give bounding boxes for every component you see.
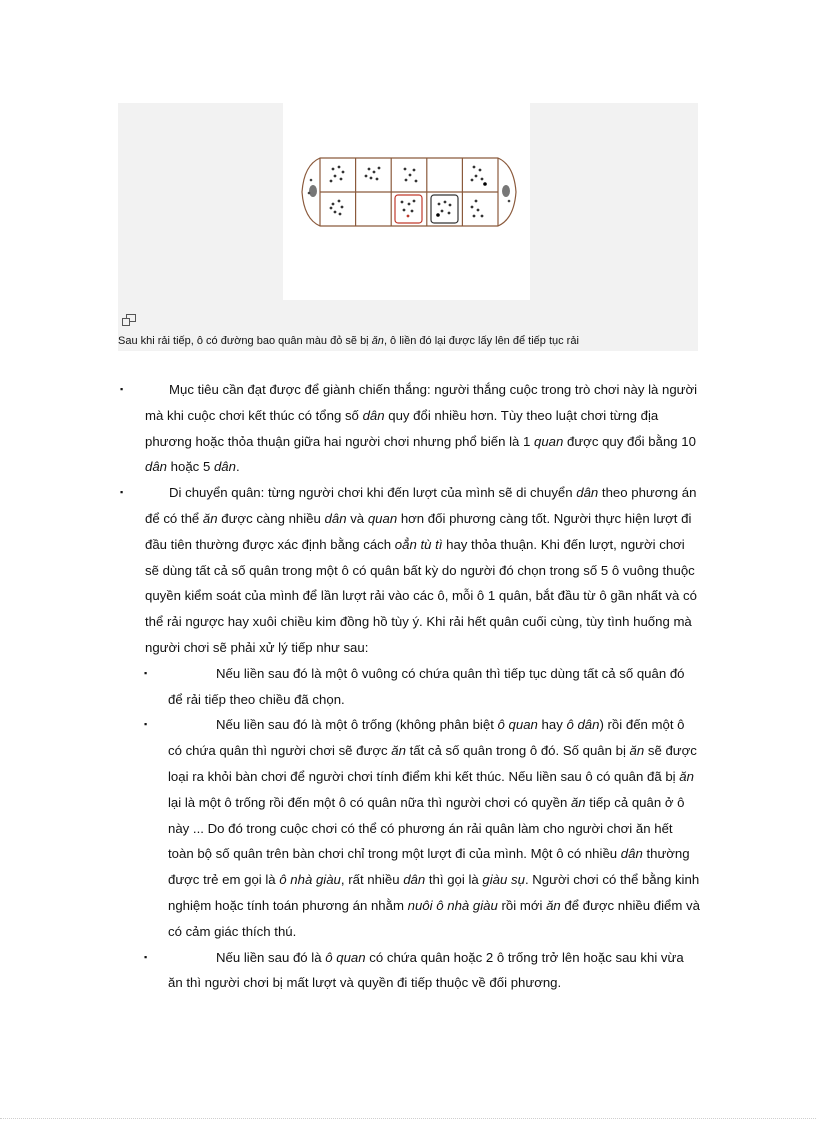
text-run: Mục tiêu cần đạt được để giành chiến thắng: người thắng cuộc trong trò chơi này là người mà khi cuộc chơi kết thúc có tổng số — [145, 382, 698, 423]
caption-text-1: Sau khi rải tiếp, ô có đường bao quân màu đỏ sẽ bị — [118, 335, 372, 347]
text-run: . — [235, 459, 240, 475]
bullet-text — [145, 480, 700, 661]
italic-term: quan — [367, 510, 398, 526]
text-run: sẽ được loại ra khỏi bàn chơi để người chơi tính điểm khi kết thúc. Nếu liền sau ô có quân đã bị — [168, 743, 697, 784]
text-run: quy đổi nhiều hơn. Tùy theo luật chơi từng địa phương hoặc thỏa thuận giữa hai người chơi nhưng phổ biến là 1 — [145, 407, 659, 449]
italic-term: ăn — [679, 768, 694, 784]
text-run: Nếu liền sau đó là — [216, 949, 326, 965]
italic-term: dân — [362, 407, 385, 423]
bullet-marker-icon: ▪ — [144, 951, 148, 962]
italic-term: ô dân — [566, 717, 600, 733]
text-run: Di chuyển quân: từng người chơi khi đến lượt của mình sẽ di chuyển — [169, 485, 577, 501]
italic-term: dân — [213, 459, 236, 475]
italic-term: oẳn tù tì — [394, 536, 443, 552]
text-run: rồi mới — [497, 897, 547, 913]
italic-term: ăn — [546, 897, 561, 913]
bullet-item — [120, 712, 700, 944]
text-run: ) rồi đến một ô có chứa quân thì người chơi sẽ được — [168, 717, 685, 759]
quan-right — [502, 185, 510, 202]
bullet-item — [120, 377, 700, 480]
text-run: , rất nhiều — [340, 872, 404, 888]
bullet-text — [168, 945, 700, 997]
italic-term: quan — [534, 433, 564, 449]
bullet-marker-icon: ▪ — [144, 719, 148, 730]
text-run: thường được trẻ em gọi là — [168, 846, 690, 888]
italic-term: ăn — [391, 743, 406, 759]
bullet-text — [168, 661, 700, 713]
bullet-text — [168, 712, 700, 944]
text-run: Nếu liền sau đó là một ô vuông có chứa quân thì tiếp tục dùng tất cả số quân đó để rải tiếp theo chiều đã chọn. — [168, 665, 685, 707]
italic-term: ăn — [202, 510, 218, 526]
text-run: hoặc 5 — [167, 459, 214, 475]
text-run: tất cả số quân trong ô đó. Số quân bị — [405, 743, 630, 759]
italic-term: dân — [403, 872, 426, 888]
text-run: và — [346, 510, 368, 526]
text-run: để được nhiều điểm và có cảm giác thích thú. — [168, 897, 700, 939]
italic-term: ăn — [570, 794, 586, 810]
figure — [118, 103, 698, 351]
italic-term: giàu sụ — [482, 872, 525, 888]
text-run: lại là một ô trống rồi đến một ô có quân nữa thì người chơi có quyền — [168, 794, 571, 810]
italic-term: ăn — [629, 743, 645, 759]
image-resize-icon[interactable] — [122, 314, 136, 326]
article-body — [120, 377, 700, 996]
italic-term: dân — [620, 846, 643, 862]
page-divider — [0, 1118, 816, 1120]
text-run: hay thỏa thuận. Khi đến lượt, người chơi sẽ dùng tất cả số quân trong một ô có quân bất kỳ do người đó chọn trong số 5 ô vuông thuộc quyền kiểm soát của mình để lần lượt rải vào các ô, mỗi ô 1 quân, bắt đầu từ ô gần nhất và có thể rải ngược hay xuôi chiều kim đồng hồ tùy ý. Khi rải hết quân cuối cùng, tùy tình huống mà người chơi sẽ phải xử lý tiếp như sau: — [145, 536, 697, 655]
caption-italic: ăn — [371, 335, 384, 347]
bullet-marker-icon: ▪ — [120, 487, 124, 498]
bullet-text — [145, 377, 700, 480]
italic-term: nuôi ô nhà giàu — [407, 897, 498, 913]
italic-term: ô nhà giàu — [279, 872, 341, 888]
highlight-black — [431, 195, 458, 223]
text-run: theo phương án để có thể — [145, 485, 697, 526]
bullet-marker-icon: ▪ — [120, 384, 124, 394]
text-run: Nếu liền sau đó là một ô trống (không phân biệt — [216, 717, 498, 733]
italic-term: ô quan — [325, 949, 366, 965]
italic-term: ô quan — [497, 717, 538, 733]
text-run: . Người chơi có thể bằng kinh nghiệm hoặc tính toán phương án nhằm — [168, 872, 700, 913]
text-run: được càng nhiều — [217, 510, 325, 526]
text-run: thì gọi là — [425, 872, 483, 888]
bullet-item — [120, 661, 700, 713]
text-run: hơn đối phương càng tốt. Người thực hiện lượt đi đầu tiên thường được xác định bằng cách — [145, 510, 692, 552]
text-run: tiếp cả quân ở ô này ... Do đó trong cuộc chơi có thể có phương án rải quân làm cho người chơi ăn hết toàn bộ số quân trên bàn chơi chỉ trong một lượt đi của mình. Một ô có nhiều — [168, 794, 685, 862]
text-run: hay — [537, 717, 567, 733]
bullet-item — [120, 945, 700, 997]
figure-caption — [118, 335, 698, 347]
highlight-red — [395, 195, 422, 223]
o-an-quan-board — [300, 155, 518, 229]
quan-left — [308, 179, 317, 197]
italic-term: dân — [145, 459, 168, 475]
caption-text-2: , ô liền đó lại được lấy lên để tiếp tục rải — [383, 335, 579, 347]
text-run: được quy đổi bằng 10 — [563, 433, 696, 449]
italic-term: dân — [576, 485, 599, 501]
bullet-item — [120, 480, 700, 661]
italic-term: dân — [324, 510, 347, 526]
bullet-marker-icon: ▪ — [144, 667, 148, 678]
text-run: có chứa quân hoặc 2 ô trống trở lên hoặc sau khi vừa ăn thì người chơi bị mất lượt và quyền đi tiếp thuộc về đối phương. — [168, 949, 684, 991]
